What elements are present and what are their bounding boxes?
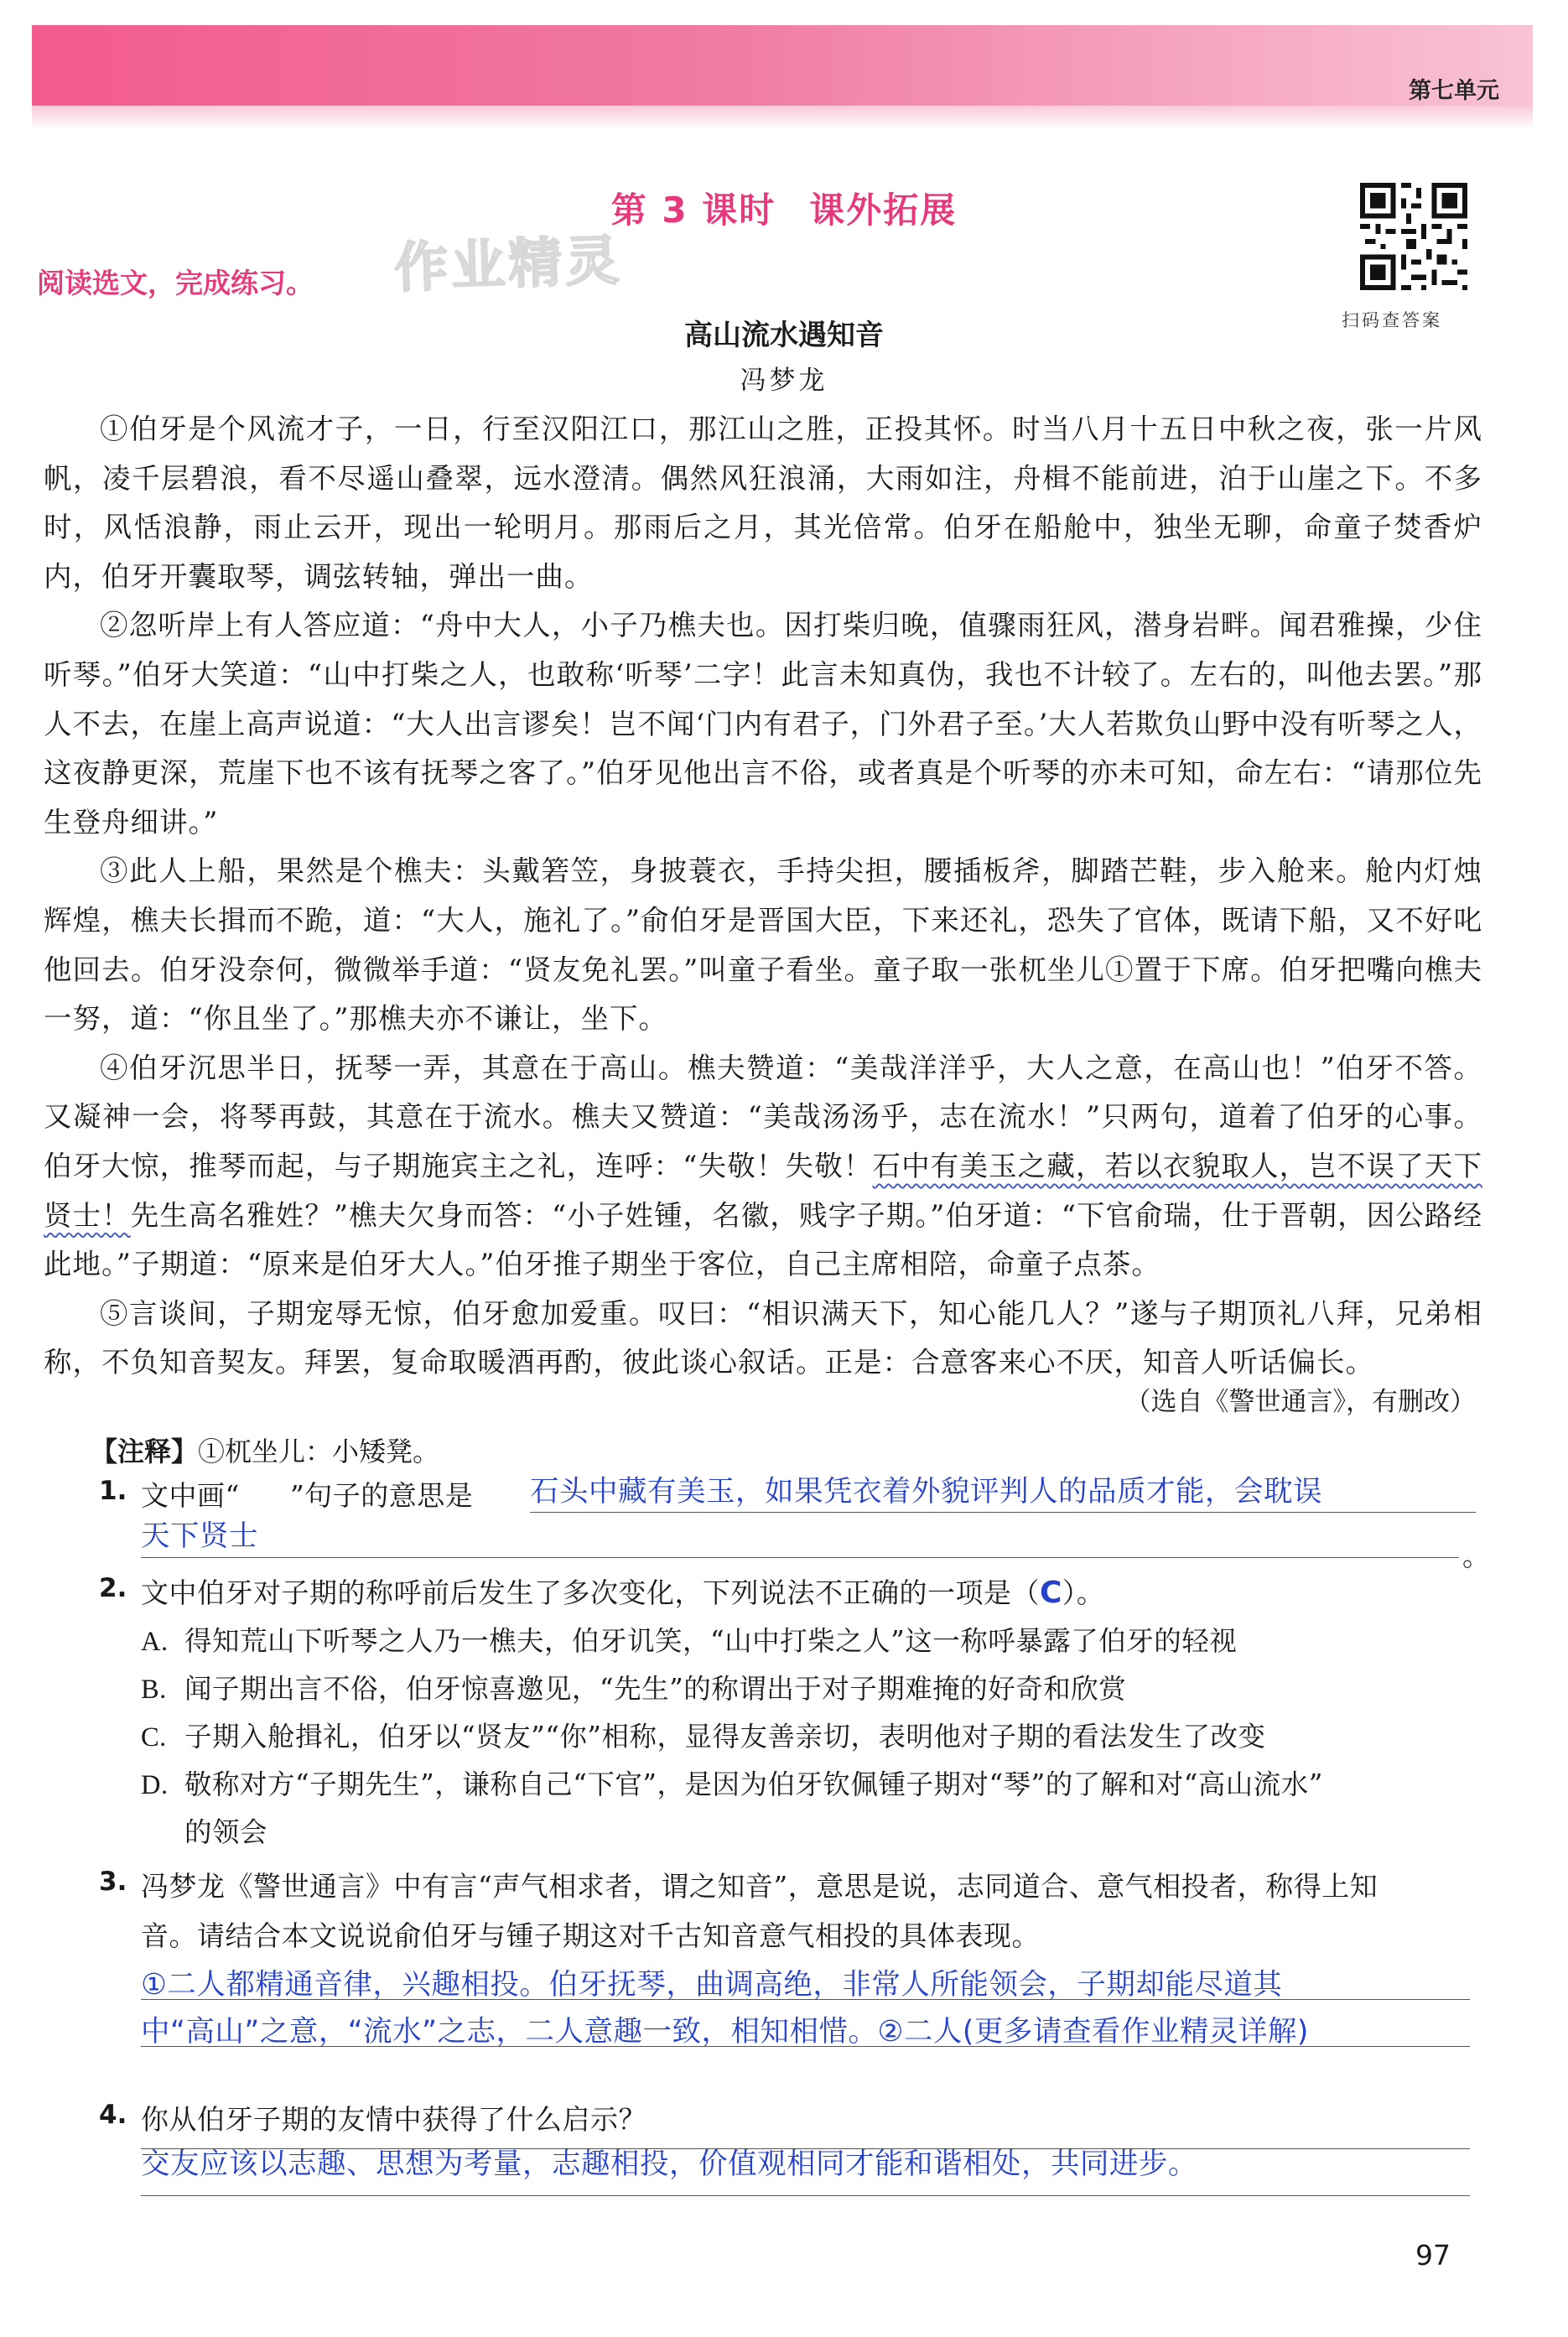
wavy-underlined-sentence: 石中有美玉之藏，若以衣貌取人，岂不误了天下贤士！ (44, 1149, 1483, 1232)
annotation (91, 1431, 439, 1469)
question-1-answer-line-1[interactable]: 石头中藏有美玉，如果凭衣着外貌评判人的品质才能，会耽误 (530, 1475, 1322, 1509)
choice-b[interactable]: B. 闻子期出言不俗，伯牙惊喜邀见，“先生”的称谓出于对子期难掩的好奇和欣赏 (141, 1673, 1127, 1705)
choice-d[interactable]: D. 敬称对方“子期先生”，谦称自己“下官”，是因为伯牙钦佩锺子期对“琴”的了解和对“高山流水” (141, 1768, 1323, 1800)
question-4-text: 你从伯牙子期的友情中获得了什么启示？ (141, 2103, 646, 2136)
passage-author: 冯梦龙 (740, 366, 828, 396)
lesson-name: 课外拓展 (809, 190, 958, 231)
choice-c[interactable]: C. 子期入舱揖礼，伯牙以“贤友”“你”相称，显得友善亲切，表明他对子期的看法发生了改变 (141, 1721, 1266, 1753)
question-2-text (141, 1571, 1104, 1611)
passage-title: 高山流水遇知音 (684, 319, 884, 352)
answer-line (141, 2148, 1470, 2149)
paragraph-4 (44, 1044, 1482, 1290)
page-number: 97 (1415, 2239, 1451, 2272)
annotation-text: ①杌坐儿：小矮凳。 (198, 1436, 440, 1467)
question-1-answer-line-2[interactable]: 天下贤士 (141, 1519, 258, 1553)
answer-line (141, 2046, 1470, 2047)
paragraph-5: ⑤言谈间，子期宠辱无惊，伯牙愈加爱重。叹曰：“相识满天下，知心能几人？”遂与子期顶礼八拜，兄弟相称，不负知音契友。拜罢，复命取暖酒再酌，彼此谈心叙话。正是：合意客来心不厌，知音人听话偏长。 (44, 1296, 1482, 1379)
watermark-logo: 作业精灵 (393, 230, 624, 300)
instruction: 阅读选文，完成练习。 (37, 267, 314, 299)
question-1-number: 1. (99, 1476, 127, 1506)
lesson-number: 第 3 课时 (610, 190, 776, 231)
question-2-number: 2. (99, 1573, 127, 1603)
question-1-text (141, 1474, 473, 1514)
answer-line (141, 1999, 1470, 2000)
answer-line (141, 2195, 1470, 2196)
question-1-text-a: 文中画“ (141, 1479, 240, 1512)
unit-label: 第七单元 (1409, 78, 1499, 104)
header-banner-fade (32, 106, 1533, 129)
question-1-text-b: ”句子的意思是 (289, 1479, 474, 1512)
paragraph-1: ①伯牙是个风流才子，一日，行至汉阳江口，那江山之胜，正投其怀。时当八月十五日中秋之夜，张一片风帆，凌千层碧浪，看不尽遥山叠翠，远水澄清。偶然风狂浪涌，大雨如注，舟楫不能前进，泊于山崖之下。不多时，风恬浪静，雨止云开，现出一轮明月。那雨后之月，其光倍常。伯牙在船舱中，独坐无聊，命童子焚香炉内，伯牙开囊取琴，调弦转轴，弹出一曲。 (44, 413, 1482, 593)
question-3-answer-line-2[interactable]: 中“高山”之意，“流水”之志，二人意趣一致，相知相惜。②二人(更多请查看作业精灵详解) (141, 2015, 1309, 2049)
header-banner (32, 25, 1533, 106)
question-3-answer-line-1[interactable]: ①二人都精通音律，兴趣相投。伯牙抚琴，曲调高绝，非常人所能领会，子期却能尽道其 (141, 1968, 1283, 2002)
question-3-text-line-1: 冯梦龙《警世通言》中有言“声气相求者，谓之知音”，意思是说，志同道合、意气相投者，称得上知 (141, 1870, 1378, 1903)
answer-line (530, 1512, 1476, 1513)
paragraph-3: ③此人上船，果然是个樵夫：头戴箬笠，身披蓑衣，手持尖担，腰插板斧，脚踏芒鞋，步入舱来。舱内灯烛辉煌，樵夫长揖而不跪，道：“大人，施礼了。”俞伯牙是晋国大臣，下来还礼，恐失了官体，既请下船，又不好叱他回去。伯牙没奈何，微微举手道：“贤友免礼罢。”叫童子看坐。童子取一张杌坐儿①置于下席。伯牙把嘴向樵夫一努，道：“你且坐了。”那樵夫亦不谦让，坐下。 (44, 854, 1482, 1036)
paragraph-4-part-1: ④伯牙沉思半日，抚琴一弄，其意在于高山。樵夫赞道：“美哉洋洋乎，大人之意，在高山也！”伯牙不答。又凝神一会，将琴再鼓，其意在于流水。樵夫又赞道：“美哉汤汤乎，志在流水！”只两句，道着了伯牙的心事。伯牙大惊，推琴而起，与子期施宾主之礼，连呼：“失敬！失敬！ (44, 1051, 1482, 1182)
paragraph-4-part-2: 先生高名雅姓？”樵夫欠身而答：“小子姓锺，名徽，贱字子期。”伯牙道：“下官俞瑞，仕于晋朝，因公路经此地。”子期道：“原来是伯牙大人。”伯牙推子期坐于客位，自己主席相陪，命童子点茶。 (44, 1198, 1482, 1281)
source-citation: （选自《警世通言》，有删改） (1124, 1387, 1476, 1417)
qr-code-icon[interactable] (1360, 183, 1467, 290)
question-2-close: ）。 (1062, 1576, 1105, 1609)
lesson-title (0, 183, 1568, 233)
annotation-label: 【注释】 (91, 1436, 199, 1467)
qr-caption: 扫码查答案 (1342, 310, 1442, 330)
question-4-answer[interactable]: 交友应该以志趣、思想为考量，志趣相投，价值观相同才能和谐相处，共同进步。 (141, 2147, 1197, 2181)
answer-line (141, 1557, 1459, 1558)
choice-d-continued: 的领会 (184, 1816, 268, 1848)
question-2-stem: 文中伯牙对子期的称呼前后发生了多次变化，下列说法不正确的一项是（ (141, 1576, 1040, 1609)
passage-body (44, 405, 1482, 1388)
question-4-number: 4. (99, 2100, 127, 2130)
wavy-line-sample (240, 1479, 290, 1512)
question-2-answer[interactable]: C (1040, 1576, 1062, 1610)
choice-a[interactable]: A. 得知荒山下听琴之人乃一樵夫，伯牙讥笑，“山中打柴之人”这一称呼暴露了伯牙的轻视 (141, 1625, 1238, 1657)
question-3-text-line-2: 音。请结合本文说说俞伯牙与锺子期这对千古知音意气相投的具体表现。 (141, 1919, 1040, 1952)
question-1-end: 。 (1462, 1540, 1491, 1572)
question-3-number: 3. (99, 1867, 127, 1897)
paragraph-2: ②忽听岸上有人答应道：“舟中大人，小子乃樵夫也。因打柴归晚，值骤雨狂风，潜身岩畔。闻君雅操，少住听琴。”伯牙大笑道：“山中打柴之人，也敢称‘听琴’二字！此言未知真伪，我也不计较了。左右的，叫他去罢。”那人不去，在崖上高声说道：“大人出言谬矣！岂不闻‘门内有君子，门外君子至。’大人若欺负山野中没有听琴之人，这夜静更深，荒崖下也不该有抚琴之客了。”伯牙见他出言不俗，或者真是个听琴的亦未可知，命左右：“请那位先生登舟细讲。” (44, 609, 1482, 839)
